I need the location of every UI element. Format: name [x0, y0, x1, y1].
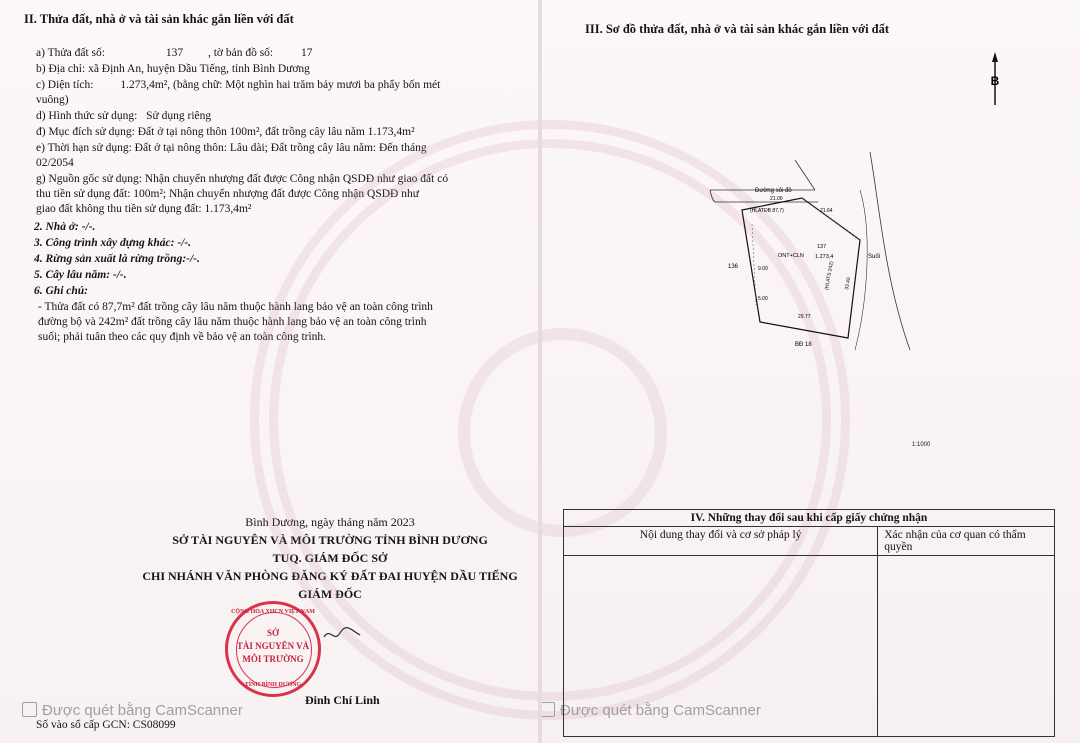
changes-header-row	[564, 527, 1055, 556]
origin-cont-2: giao đất không thu tiền sử dụng đất: 1.173,4m²	[36, 203, 252, 215]
usage-term-line: e) Thời hạn sử dụng: Đất ở tại nông thôn: Lâu dài; Đất trồng cây lâu năm: Đến tháng	[36, 142, 427, 154]
page-fold	[538, 0, 542, 743]
area-line-cont: vuông)	[36, 94, 69, 106]
north-arrow	[985, 50, 1005, 110]
item-5-perennial: 5. Cây lâu năm: -/-.	[34, 269, 127, 281]
svg-text:29.77: 29.77	[798, 314, 811, 320]
changes-title-row	[564, 510, 1055, 527]
svg-text:B: B	[990, 74, 1000, 88]
svg-text:136: 136	[728, 264, 739, 270]
changes-title: IV. Những thay đổi sau khi cấp giấy chứng nhận	[564, 510, 1055, 527]
origin-cont-1: thu tiền sử dụng đất: 100m²; Nhận chuyển nhượng đất được Công nhận QSDĐ như	[36, 188, 419, 200]
item-4-forest: 4. Rừng sản xuất là rừng trồng:-/-.	[34, 253, 200, 265]
registry-number: Số vào sổ cấp GCN: CS08099	[36, 719, 176, 731]
issuing-branch: CHI NHÁNH VĂN PHÒNG ĐĂNG KÝ ĐẤT ĐAI HUYỆN DẦU TIẾNG	[142, 569, 518, 583]
changes-empty-row	[564, 556, 1055, 737]
parcel-sketch-map	[700, 150, 920, 360]
signer-title: GIÁM ĐỐC	[298, 587, 362, 601]
svg-text:21.64: 21.64	[820, 208, 833, 214]
area-line: c) Diện tích: 1.273,4m², (bằng chữ: Một nghìn hai trăm bảy mươi ba phẩy bốn mét	[36, 79, 441, 91]
changes-content-cell	[564, 556, 878, 737]
changes-confirmation-cell	[878, 556, 1055, 737]
camscanner-icon	[22, 702, 37, 717]
parcel-number-line: a) Thửa đất số: 137 , tờ bản đồ số: 17	[36, 47, 313, 59]
usage-term-cont: 02/2054	[36, 157, 74, 169]
issuing-department: SỞ TÀI NGUYÊN VÀ MÔI TRƯỜNG TỈNH BÌNH DƯƠNG	[172, 533, 488, 547]
address-line: b) Địa chỉ: xã Định An, huyện Dầu Tiếng, tỉnh Bình Dương	[36, 63, 310, 75]
changes-col-content: Nội dung thay đổi và cơ sở pháp lý	[564, 527, 878, 556]
scanner-watermark-right: Được quét bằng CamScanner	[540, 702, 761, 719]
note-line-1: - Thửa đất có 87,7m² đất trồng cây lâu năm thuộc hành lang bảo vệ an toàn công trình	[38, 301, 433, 313]
svg-text:137: 137	[817, 244, 827, 250]
official-seal: CỘNG HÒA XHCN VIỆT NAM SỞ TÀI NGUYÊN VÀ MÔI TRƯỜNG TỈNH BÌNH DƯƠNG	[225, 601, 321, 697]
section-ii-title: II. Thửa đất, nhà ở và tài sản khác gắn liền với đất	[24, 12, 294, 26]
svg-text:5.00: 5.00	[758, 296, 768, 302]
item-6-notes: 6. Ghi chú:	[34, 285, 88, 297]
note-line-2: đường bộ và 242m² đất trồng cây lâu năm thuộc hành lang bảo vệ an toàn công trình	[38, 316, 427, 328]
svg-text:BĐ 18: BĐ 18	[795, 342, 812, 348]
origin-line: g) Nguồn gốc sử dụng: Nhận chuyển nhượng đất được Công nhận QSDĐ như giao đất có	[36, 173, 449, 185]
svg-text:9.00: 9.00	[758, 266, 768, 272]
item-3-construction: 3. Công trình xây dựng khác: -/-.	[34, 237, 192, 249]
issue-date: Bình Dương, ngày tháng năm 2023	[245, 515, 415, 529]
note-line-3: suối; phải tuân theo các quy định về bảo vệ an toàn công trình.	[38, 331, 327, 343]
map-scale: 1:1000	[912, 442, 931, 448]
map-sheet-number: 17	[301, 47, 313, 59]
svg-text:21.00: 21.00	[770, 196, 783, 202]
changes-table	[563, 509, 1055, 737]
svg-text:(HLATĐB 87,7): (HLATĐB 87,7)	[750, 208, 784, 214]
parcel-map-svg	[700, 150, 920, 360]
scanner-watermark-left: Được quét bằng CamScanner	[22, 702, 243, 719]
signer-name: Đinh Chí Linh	[305, 693, 380, 707]
section-iii-title: III. Sơ đồ thửa đất, nhà ở và tài sản khác gắn liền với đất	[585, 22, 890, 36]
svg-text:ONT+CLN: ONT+CLN	[778, 253, 804, 259]
parcel-number: 137	[165, 47, 184, 59]
svg-text:Suối: Suối	[868, 254, 881, 260]
svg-text:Đường sỏi đỏ: Đường sỏi đỏ	[755, 188, 792, 194]
authorization: TUQ. GIÁM ĐỐC SỞ	[272, 551, 388, 565]
changes-col-confirmation: Xác nhận của cơ quan có thẩm quyền	[878, 527, 1055, 556]
usage-form-line: d) Hình thức sử dụng: Sử dụng riêng	[36, 110, 212, 122]
svg-text:33.40: 33.40	[844, 276, 853, 291]
svg-text:1.273,4: 1.273,4	[815, 254, 834, 260]
svg-text:(HLATS 242): (HLATS 242)	[824, 260, 835, 291]
usage-purpose-line: đ) Mục đích sử dụng: Đất ở tại nông thôn 100m², đất trồng cây lâu năm 1.173,4m²	[36, 126, 415, 138]
north-arrow-icon	[985, 50, 1005, 110]
item-2-house: 2. Nhà ở: -/-.	[34, 221, 96, 233]
